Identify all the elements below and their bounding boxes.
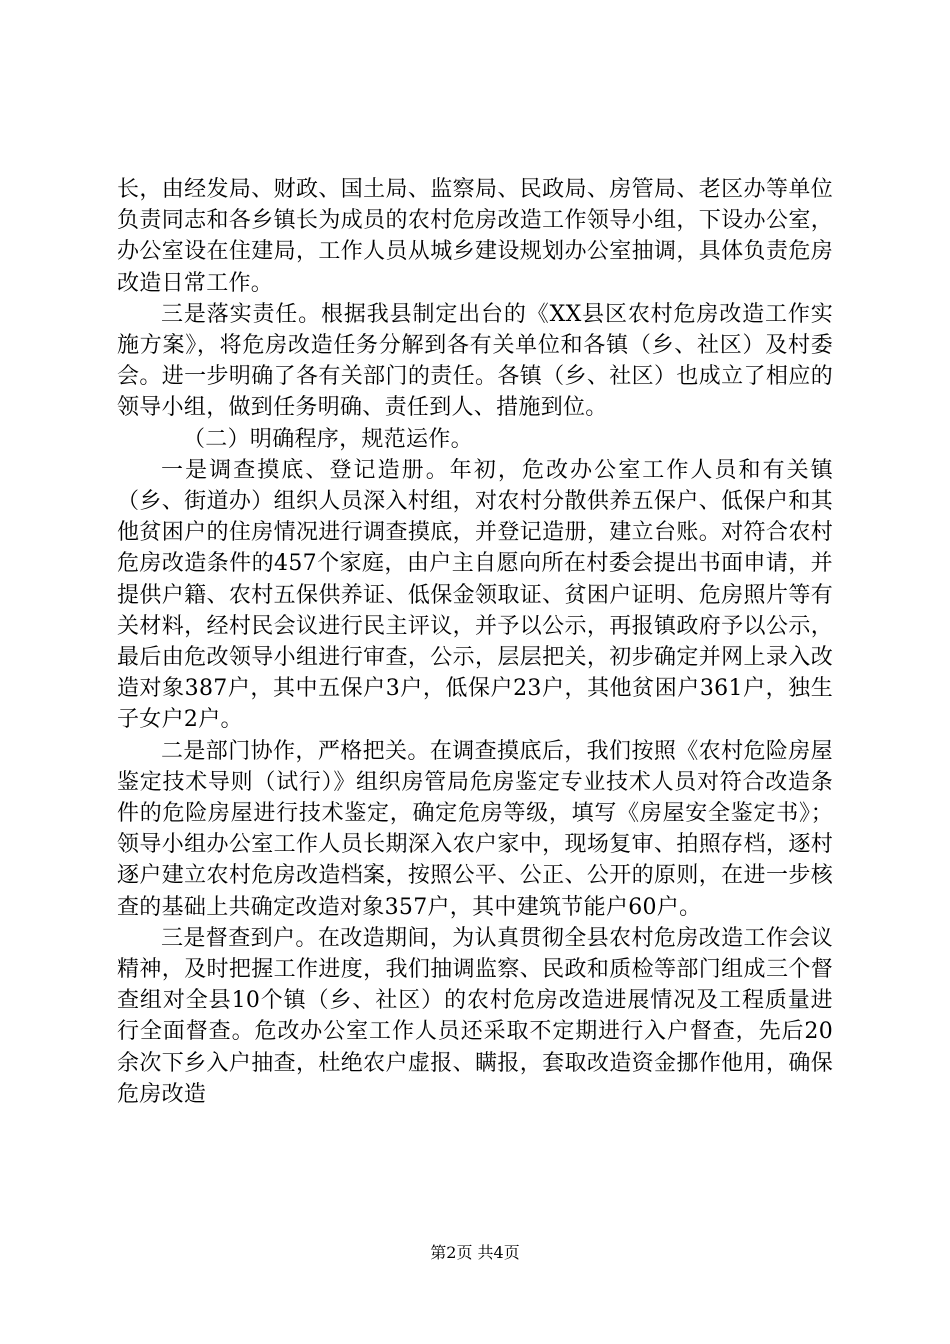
section-heading-clarify-procedure: （二）明确程序，规范运作。 — [183, 426, 473, 452]
paragraph-survey-registration: 一是调查摸底、登记造册。年初，危改办公室工作人员和有关镇（乡、街道办）组织人员深入村组，对农村分散供养五保户、低保户和其他贫困户的住房情况进行调查摸底，并登记造册，建立台账。对符合农村危房改造条件的457个家庭，由户主自愿向所在村委会提出书面申请，并提供户籍、农村五保供养证、低保金领取证、贫困户证明、危房照片等有关材料，经村民会议进行民主评议，并予以公示，再报镇政府予以公示，最后由危改领导小组进行审查，公示，层层把关，初步确定并网上录入改造对象387户，其中五保户3户，低保户23户，其他贫困户361户，独生子女户2户。 — [117, 457, 833, 733]
paragraph-supervision: 三是督查到户。在改造期间，为认真贯彻全县农村危房改造工作会议精神，及时把握工作进度，我们抽调监察、民政和质检等部门组成三个督查组对全县10个镇（乡、社区）的农村危房改造进展情况及工程质量进行全面督查。危改办公室工作人员还采取不定期进行入户督查，先后20余次下乡入户抽查，杜绝农户虚报、瞒报，套取改造资金挪作他用，确保危房改造 — [117, 925, 833, 1107]
paragraph-department-cooperation: 二是部门协作，严格把关。在调查摸底后，我们按照《农村危险房屋鉴定技术导则（试行）》组织房管局危房鉴定专业技术人员对符合改造条件的危险房屋进行技术鉴定，确定危房等级，填写《房屋安全鉴定书》；领导小组办公室工作人员长期深入农户家中，现场复审、拍照存档，逐村逐户建立农村危房改造档案，按照公平、公正、公开的原则，在进一步核查的基础上共确定改造对象357户，其中建筑节能户60户。 — [117, 738, 833, 920]
paragraph-implement-responsibility: 三是落实责任。根据我县制定出台的《XX县区农村危房改造工作实施方案》，将危房改造任务分解到各有关单位和各镇（乡、社区）及村委会。进一步明确了各有关部门的责任。各镇（乡、社区）也成立了相应的领导小组，做到任务明确、责任到人、措施到位。 — [117, 301, 833, 421]
document-body — [117, 174, 833, 1110]
page-number-footer: 第2页 共4页 — [430, 1243, 520, 1262]
paragraph-leadership-group: 长，由经发局、财政、国土局、监察局、民政局、房管局、老区办等单位负责同志和各乡镇长为成员的农村危房改造工作领导小组，下设办公室，办公室设在住建局，工作人员从城乡建设规划办公室抽调，具体负责危房改造日常工作。 — [117, 177, 833, 296]
